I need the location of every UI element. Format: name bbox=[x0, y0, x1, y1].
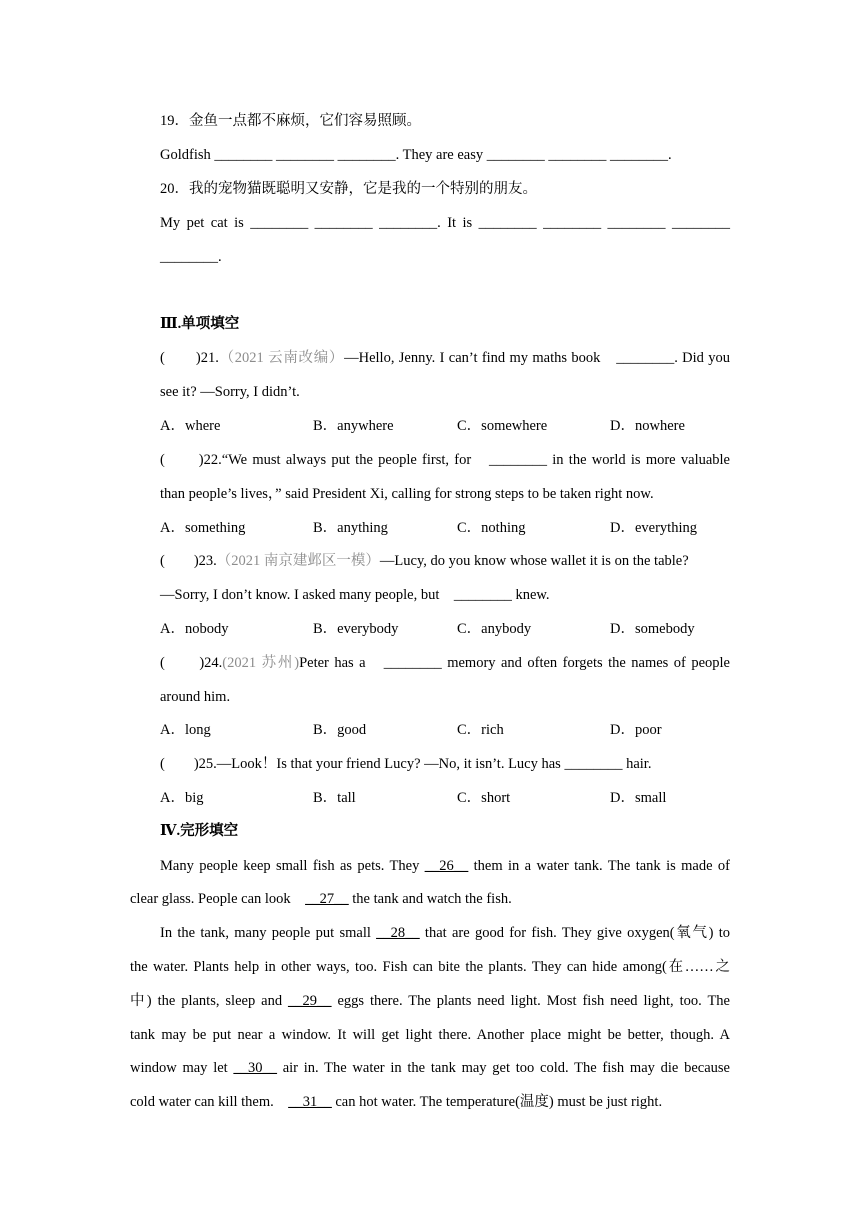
q21-options bbox=[160, 417, 760, 435]
passage-p2-line5 bbox=[130, 1059, 730, 1077]
q21-option-a: A．where bbox=[160, 418, 221, 434]
q22-stem: ( )22.“We must always put the people first, for ________ in the world is more valuable bbox=[160, 452, 730, 468]
q23-text: —Lucy, do you know whose wallet it is on the table? bbox=[379, 553, 689, 569]
q23-options bbox=[160, 620, 760, 638]
q25-stem: ( )25.—Look！Is that your friend Lucy? —No, it isn’t. Lucy has ________ hair. bbox=[160, 756, 652, 772]
q21-stem-cont: see it? —Sorry, I didn’t. bbox=[160, 384, 300, 400]
passage-p2-line2: the water. Plants help in other ways, too. Fish can bite the plants. They can hide among(在……之 bbox=[130, 959, 730, 975]
blank-27: __27__ bbox=[305, 891, 349, 907]
q24-option-c: C．rich bbox=[457, 722, 504, 738]
q24-stem-cont: around him. bbox=[160, 689, 231, 705]
q21-stem bbox=[160, 349, 730, 367]
q23-option-c: C．anybody bbox=[457, 621, 532, 637]
q24-option-d: D．poor bbox=[610, 722, 662, 738]
q23-stem-cont: —Sorry, I don’t know. I asked many people, but ________ knew. bbox=[160, 587, 550, 603]
q19-prompt: 19．金鱼一点都不麻烦，它们容易照顾。 bbox=[160, 113, 421, 129]
q22-option-a: A．something bbox=[160, 520, 246, 536]
blank-29: __29__ bbox=[288, 993, 332, 1009]
passage-p2-line3 bbox=[130, 992, 730, 1010]
q23-option-a: A．nobody bbox=[160, 621, 229, 637]
q21-option-c: C．somewhere bbox=[457, 418, 548, 434]
blank-26: __26__ bbox=[424, 858, 469, 874]
q21-paren: ( )21. bbox=[160, 350, 219, 366]
q25-option-c: C．short bbox=[457, 790, 511, 806]
passage-p1-line2 bbox=[130, 890, 512, 908]
q21-text: —Hello, Jenny. I can’t find my maths book ________. Did you bbox=[344, 350, 730, 366]
q20-prompt: 20．我的宠物猫既聪明又安静，它是我的一个特别的朋友。 bbox=[160, 181, 537, 197]
q23-stem bbox=[160, 552, 689, 570]
q22-option-d: D．everything bbox=[610, 520, 697, 536]
text-run: Many people keep small fish as pets. They bbox=[160, 858, 425, 874]
passage-p1-line1 bbox=[160, 857, 730, 875]
q24-source: (2021 苏州) bbox=[222, 655, 300, 671]
text-run: that are good for fish. They give oxygen(氧气) to bbox=[419, 925, 730, 941]
text-run: eggs there. The plants need light. Most fish need light, too. The bbox=[331, 993, 730, 1009]
text-run: clear glass. People can look bbox=[130, 891, 306, 907]
q22-option-c: C．nothing bbox=[457, 520, 526, 536]
passage-p2-line4: tank may be put near a window. It will get light there. Another place might be better, though. A bbox=[130, 1027, 730, 1043]
text-run: can hot water. The temperature(温度) must be just right. bbox=[331, 1094, 663, 1110]
q24-paren: ( )24. bbox=[160, 655, 223, 671]
passage-p2-line1 bbox=[160, 924, 730, 942]
passage-p2-line6 bbox=[130, 1093, 662, 1111]
section-4-title: Ⅳ.完形填空 bbox=[160, 823, 239, 839]
text-run: air in. The water in the tank may get too cold. The fish may die because bbox=[276, 1060, 730, 1076]
q25-option-d: D．small bbox=[610, 790, 667, 806]
q24-option-a: A．long bbox=[160, 722, 211, 738]
blank-28: __28__ bbox=[376, 925, 420, 941]
q22-options bbox=[160, 519, 760, 537]
q25-options bbox=[160, 789, 760, 807]
q25-option-b: B．tall bbox=[313, 790, 356, 806]
blank-31: __31__ bbox=[288, 1094, 332, 1110]
q21-source: （2021 云南改编） bbox=[218, 350, 345, 366]
text-run: 中) the plants, sleep and bbox=[130, 993, 289, 1009]
q23-option-b: B．everybody bbox=[313, 621, 399, 637]
q20-answer-line-2: ________. bbox=[160, 249, 222, 265]
text-run: window may let bbox=[130, 1060, 234, 1076]
text-run: cold water can kill them. bbox=[130, 1094, 289, 1110]
section-3-title: Ⅲ.单项填空 bbox=[160, 316, 240, 332]
q24-stem bbox=[160, 654, 730, 672]
q24-option-b: B．good bbox=[313, 722, 367, 738]
q21-option-b: B．anywhere bbox=[313, 418, 394, 434]
text-run: In the tank, many people put small bbox=[160, 925, 377, 941]
q25-option-a: A．big bbox=[160, 790, 204, 806]
text-run: the tank and watch the fish. bbox=[348, 891, 512, 907]
blank-30: __30__ bbox=[233, 1060, 277, 1076]
q22-option-b: B．anything bbox=[313, 520, 388, 536]
q23-option-d: D．somebody bbox=[610, 621, 695, 637]
q24-text: Peter has a ________ memory and often forgets the names of people bbox=[299, 655, 730, 671]
text-run: them in a water tank. The tank is made of bbox=[468, 858, 730, 874]
q19-answer-line: Goldfish ________ ________ ________. They are easy ________ ________ ________. bbox=[160, 147, 672, 163]
q23-source: （2021 南京建邺区一模） bbox=[216, 553, 380, 569]
q23-paren: ( )23. bbox=[160, 553, 217, 569]
q24-options bbox=[160, 721, 760, 739]
q21-option-d: D．nowhere bbox=[610, 418, 685, 434]
q22-stem-cont: than people’s lives，” said President Xi, calling for strong steps to be taken right now. bbox=[160, 486, 654, 502]
q20-answer-line-1: My pet cat is ________ ________ ________. It is ________ ________ ________ ________ bbox=[160, 215, 730, 231]
